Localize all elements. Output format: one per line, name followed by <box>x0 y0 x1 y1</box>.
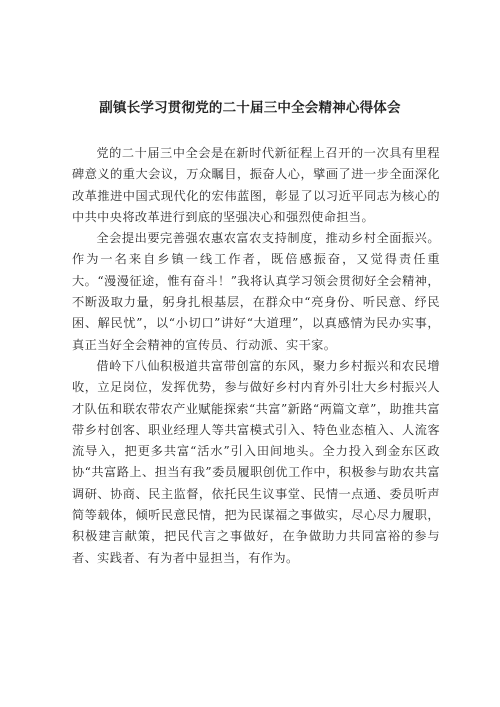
document-title: 副镇长学习贯彻党的二十届三中全会精神心得体会 <box>99 100 401 116</box>
document-body <box>72 143 440 569</box>
paragraph-3: 借岭下八仙积极道共富带创富的东风，聚力乡村振兴和农民增收，立足岗位，发挥优势，参与做好乡村内育外引壮大乡村振兴人才队伍和联农带农产业赋能探索“共富”新路“两篇文章”，助推共富带乡村创客、职业经理人等共富模式引入、特色业态植入、人流客流导入，把更多共富“活水”引入田间地头。全力投入到金东区政协“共富路上、担当有我”委员履职创优工作中，积极参与助农共富调研、协商、民主监督，依托民生议事堂、民情一点通、委员听声简等载体，倾听民意民情，把为民谋福之事做实，尽心尽力履职，积极建言献策，把民代言之事做好，在争做助力共同富裕的参与者、实践者、有为者中显担当，有作为。 <box>72 358 440 565</box>
paragraph-2: 全会提出要完善强农惠农富农支持制度，推动乡村全面振兴。作为一名来自乡镇一线工作者，既倍感振奋，又觉得责任重大。“漫漫征途，惟有奋斗！”我将认真学习领会贯彻好全会精神，不断汲取力量，躬身扎根基层，在群众中“亮身份、听民意、纾民困、解民忧”，以“小切口”讲好“大道理”，以真感情为民办实事，真正当好全会精神的宣传员、行动派、实干家。 <box>72 231 440 352</box>
paragraph-1: 党的二十届三中全会是在新时代新征程上召开的一次具有里程碑意义的重大会议，万众瞩目，振奋人心，擘画了进一步全面深化改革推进中国式现代化的宏伟蓝图，彰显了以习近平同志为核心的中共中央将改革进行到底的坚强决心和强烈使命担当。 <box>72 146 440 224</box>
